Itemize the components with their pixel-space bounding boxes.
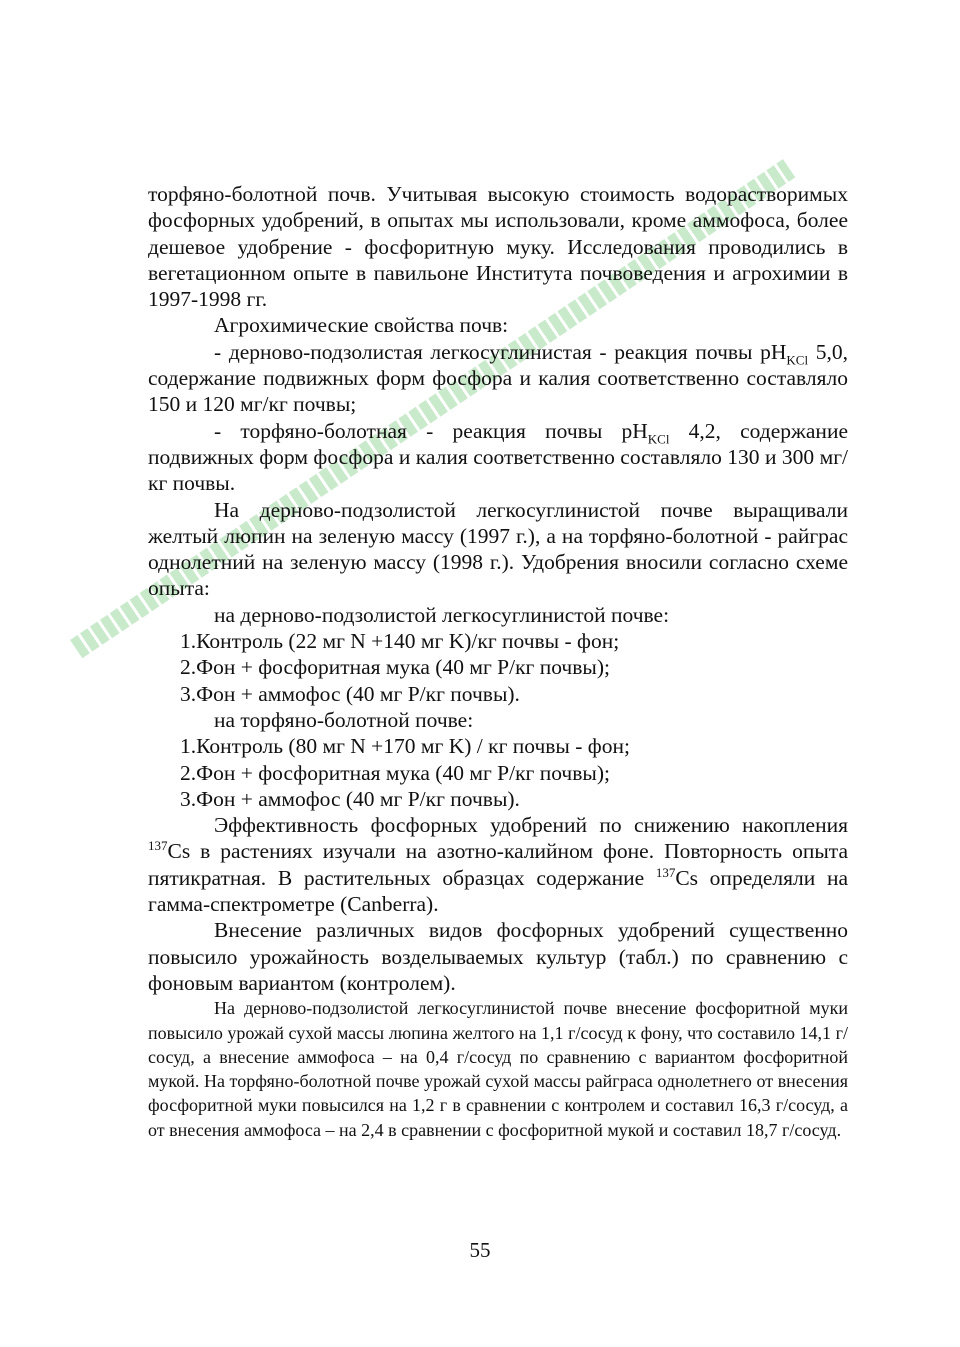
paragraph-sod-podzolic: - дерново-подзолистая легкосуглинистая - реакция почвы $pH_{KCl}$ 5,0, содержание подвижных форм фосфора и калия соответственно составляло 150 и 120 мг/кг почвы; [148,339,849,417]
paragraph-yield-details: На дерново-подзолистой легкосуглинистой почве внесение фосфоритной муки повысило урожай сухой массы люпина желтого на 1,1 г/сосуд к фону, что составило 14,1 г/сосуд, а внесение аммофоса – на 0,4 г/сосуд по сравнению с вариантом фосфоритной мукой. На торфяно-болотной почве урожай сухой массы райграса однолетнего от внесения фосфоритной муки повысился на 1,2 г в сравнении с контролем и составил 16,3 г/сосуд, а от внесения аммофоса – на 2,4 в сравнении с фосфоритной мукой и составил 18,7 г/сосуд. [148,998,848,1140]
scheme-2-item-3: 3.Фон + аммофос (40 мг P/кг почвы). [180,786,520,811]
scheme-2-item-2: 2.Фон + фосфоритная мука (40 мг P/кг почвы); [180,760,610,785]
paragraph-peat-bog: - торфяно-болотная - реакция почвы $pH_{KCl}$ 4,2, содержание подвижных форм фосфора и калия соответственно составляло 130 и 300 мг/кг почвы. [148,418,848,496]
scheme-2-item-1: 1.Контроль (80 мг N +170 мг K) / кг почвы - фон; [180,734,630,759]
paragraph-efficiency: Эффективность фосфорных удобрений по снижению накопления $^{137}$Cs в растениях изучали на азотно-калийном фоне. Повторность опыта пятикратная. В растительных образцах содержание $^{137}$Cs определяли на гамма-спектрометре (Canberra). [148,813,848,917]
paragraph-intro: торфяно-болотной почв. Учитывая высокую стоимость водорастворимых фосфорных удобрений, в опытах мы использовали, кроме аммофоса, более дешевое удобрение - фосфоритную муку. Исследования проводились в вегетационном опыте в павильоне Института почвоведения и агрохимии в 1997-1998 гг. [148,182,848,312]
page-number: 55 [469,1238,491,1262]
scheme-heading-1: на дерново-подзолистой легкосуглинистой почве: [214,602,670,627]
paragraph-yield: Внесение различных видов фосфорных удобрений существенно повысило урожайность возделываемых культур (табл.) по сравнению с фоновым вариантом (контролем). [148,918,848,995]
scheme-heading-2: на торфяно-болотной почве: [214,707,474,732]
scheme-1-item-1: 1.Контроль (22 мг N +140 мг K)/кг почвы - фон; [180,629,620,654]
paragraph-crops: На дерново-подзолистой легкосуглинистой почве выращивали желтый люпин на зеленую массу (1997 г.), а на торфяно-болотной - райграс однолетний на зеленую массу (1998 г.). Удобрения вносили согласно схеме опыта: [148,497,848,601]
paragraph-soil-properties-heading: Агрохимические свойства почв: [214,313,509,338]
body-text [148,181,848,1142]
scheme-1-item-2: 2.Фон + фосфоритная мука (40 мг P/кг почвы); [180,655,610,680]
scheme-1-item-3: 3.Фон + аммофос (40 мг P/кг почвы). [180,681,520,706]
